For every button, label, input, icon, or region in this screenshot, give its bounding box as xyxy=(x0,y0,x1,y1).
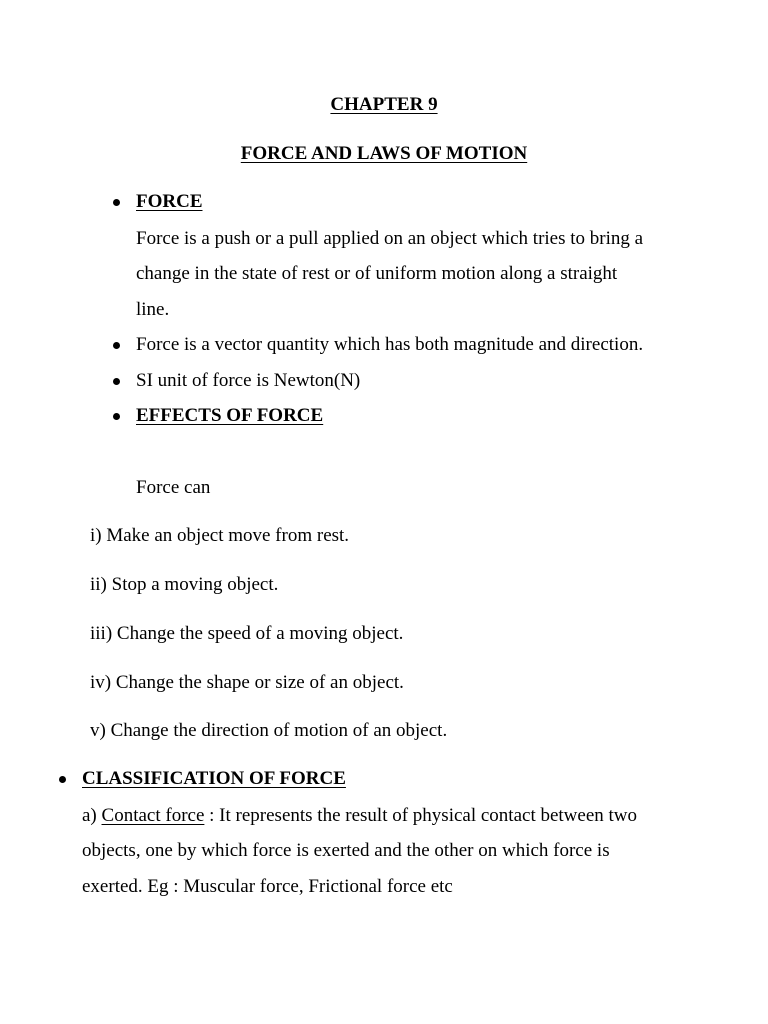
page-title: FORCE AND LAWS OF MOTION xyxy=(240,143,528,164)
force-heading: FORCE xyxy=(136,191,203,212)
force-definition-line-3: line. xyxy=(136,299,170,320)
chapter-heading: CHAPTER 9 xyxy=(330,94,438,115)
contact-force-line-1 xyxy=(82,804,637,828)
force-definition-line-2: change in the state of rest or of uniform motion along a straight xyxy=(136,263,618,284)
contact-prefix: a) xyxy=(82,805,102,826)
bullet-marker xyxy=(113,199,120,206)
effect-item: i) Make an object move from rest. xyxy=(90,525,350,546)
classification-heading: CLASSIFICATION OF FORCE xyxy=(82,768,346,789)
vector-quantity-text: Force is a vector quantity which has both magnitude and direction. xyxy=(136,334,644,355)
force-can-text: Force can xyxy=(136,477,211,498)
si-unit-text: SI unit of force is Newton(N) xyxy=(136,370,361,391)
contact-force-description: : It represents the result of physical contact between two xyxy=(204,805,638,826)
effect-item: iv) Change the shape or size of an object. xyxy=(90,672,404,693)
effect-item: v) Change the direction of motion of an object. xyxy=(90,720,448,741)
effects-heading: EFFECTS OF FORCE xyxy=(136,405,324,426)
bullet-marker xyxy=(113,413,120,420)
contact-force-line-3: exerted. Eg : Muscular force, Frictional force etc xyxy=(82,876,453,897)
contact-force-line-2: objects, one by which force is exerted and the other on which force is xyxy=(82,840,610,861)
bullet-marker xyxy=(59,776,66,783)
effect-item: ii) Stop a moving object. xyxy=(90,574,279,595)
effect-item: iii) Change the speed of a moving object. xyxy=(90,623,404,644)
bullet-marker xyxy=(113,378,120,385)
contact-force-term: Contact force xyxy=(101,805,205,826)
bullet-marker xyxy=(113,342,120,349)
force-definition-line-1: Force is a push or a pull applied on an object which tries to bring a xyxy=(136,228,644,249)
